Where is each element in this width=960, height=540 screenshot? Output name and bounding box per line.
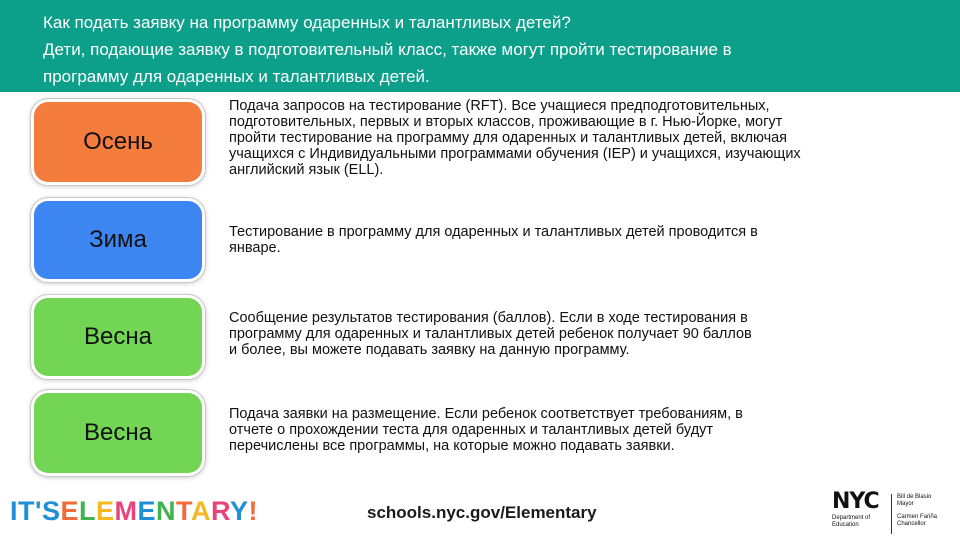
dept-line: Education [832, 522, 859, 528]
desc-line: пройти тестирование на программу для одаренных и талантливых детей, включая [229, 130, 788, 146]
desc-line: Подача заявки на размещение. Если ребенок соответствует требованиям, в [229, 406, 743, 422]
header-line-3: программу для одаренных и талантливых детей. [43, 67, 430, 86]
logo-letter: ! [248, 496, 259, 526]
desc-line: подготовительных, первых и вторых классов, проживающие в г. Нью-Йорке, могут [229, 114, 783, 130]
desc-line: Подача запросов на тестирование (RFT). Все учащиеся предподготовительных, [229, 98, 770, 114]
desc-line: Тестирование в программу для одаренных и талантливых детей проводится в [229, 224, 758, 240]
season-label: Зима [89, 226, 147, 253]
footer-url: schools.nyc.gov/Elementary [367, 503, 597, 522]
chancellor-line: Chancellor [897, 521, 926, 527]
nyc-mark: NYC [832, 489, 879, 514]
row-description-winter [229, 224, 909, 256]
logo-letter: T [18, 496, 36, 526]
desc-line: и более, вы можете подавать заявку на данную программу. [229, 342, 630, 358]
desc-line: программу для одаренных и талантливых детей ребенок получает 90 баллов [229, 326, 752, 342]
header-line-1: Как подать заявку на программу одаренных и талантливых детей? [43, 13, 571, 32]
desc-line: отчете о прохождении теста для одаренных и талантливых детей будут [229, 422, 714, 438]
dept-line: Department of [832, 515, 871, 521]
desc-line: перечислены все программы, на которые можно подавать заявки. [229, 438, 675, 454]
desc-line: Сообщение результатов тестирования (баллов). Если в ходе тестирования в [229, 310, 748, 326]
logo-letter: T [176, 496, 191, 526]
mayor-line: Mayor [897, 501, 914, 507]
row-description-spring-1 [229, 310, 909, 358]
logo-divider [891, 494, 892, 534]
season-label: Весна [84, 419, 152, 446]
chancellor-line: Carmen Fariña [897, 514, 938, 520]
row-description-fall [229, 98, 909, 178]
logo-letter: Y [230, 496, 249, 526]
logo-letter: I [10, 496, 19, 526]
season-label: Осень [83, 128, 153, 155]
logo-letter: E [137, 496, 156, 526]
logo-letter: E [95, 496, 115, 526]
season-box-spring-1 [34, 298, 202, 376]
logo-letter: M [114, 496, 138, 526]
logo-letter: E [60, 496, 79, 526]
logo-letter: L [78, 496, 96, 526]
desc-line: учащихся с Индивидуальными программами обучения (IEP) и учащихся, изучающих [229, 146, 801, 162]
dept-text [832, 515, 892, 529]
logo-letter: N [156, 496, 176, 526]
mayor-text [897, 494, 957, 528]
logo-letter: R [211, 496, 230, 526]
logo-letter: S [41, 496, 61, 526]
season-box-fall [34, 102, 202, 182]
season-box-winter [34, 201, 202, 279]
header-banner [0, 0, 960, 92]
season-box-spring-2 [34, 393, 202, 473]
header-line-2: Дети, подающие заявку в подготовительный класс, также могут пройти тестирование в [43, 40, 732, 59]
mayor-line: Bill de Blasio [897, 494, 932, 500]
logo-letter: ' [35, 496, 42, 526]
its-elementary-logo [10, 496, 258, 527]
desc-line: английский язык (ELL). [229, 162, 384, 178]
row-description-spring-2 [229, 406, 909, 454]
logo-letter: A [191, 496, 211, 526]
season-label: Весна [84, 323, 152, 350]
desc-line: январе. [229, 240, 281, 256]
